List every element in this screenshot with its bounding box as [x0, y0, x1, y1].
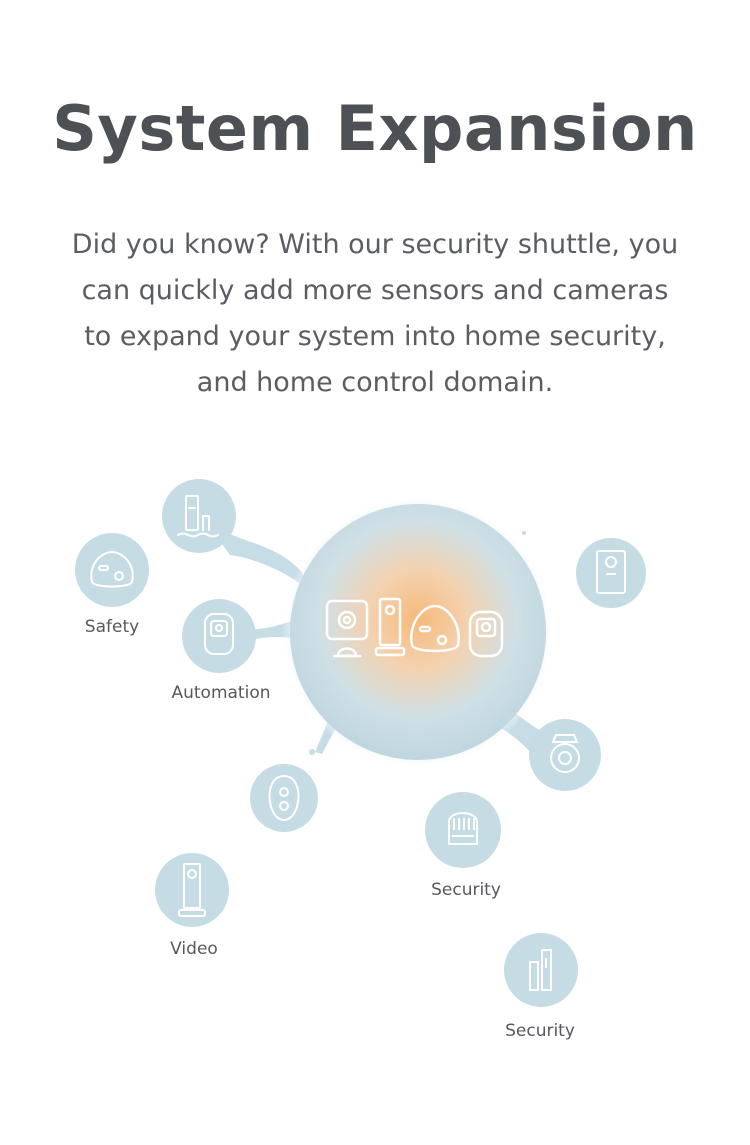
water-leak-sensor-icon — [162, 479, 236, 553]
label-security-contact: Security — [505, 1021, 575, 1041]
intro-line: Did you know? With our security shuttle, you — [71, 229, 679, 260]
smoke-detector-icon — [75, 533, 149, 607]
label-automation: Automation — [171, 683, 271, 703]
video-doorbell-icon — [576, 538, 646, 608]
siren-icon — [425, 792, 501, 868]
key-fob-icon — [250, 764, 318, 832]
contact-sensor-icon — [504, 933, 578, 1007]
camera-icon — [529, 719, 601, 791]
label-safety: Safety — [84, 617, 140, 637]
intro-line: and home control domain. — [196, 367, 554, 398]
smart-plug-icon — [182, 599, 256, 673]
intro-line: to expand your system into home security, — [84, 321, 666, 352]
label-security-siren: Security — [431, 880, 501, 900]
page-title: System Expansion — [52, 92, 698, 165]
stick-camera-icon — [155, 853, 229, 927]
label-video: Video — [170, 939, 218, 959]
hub-devices-icon — [282, 496, 554, 768]
intro-line: can quickly add more sensors and cameras — [81, 275, 669, 306]
